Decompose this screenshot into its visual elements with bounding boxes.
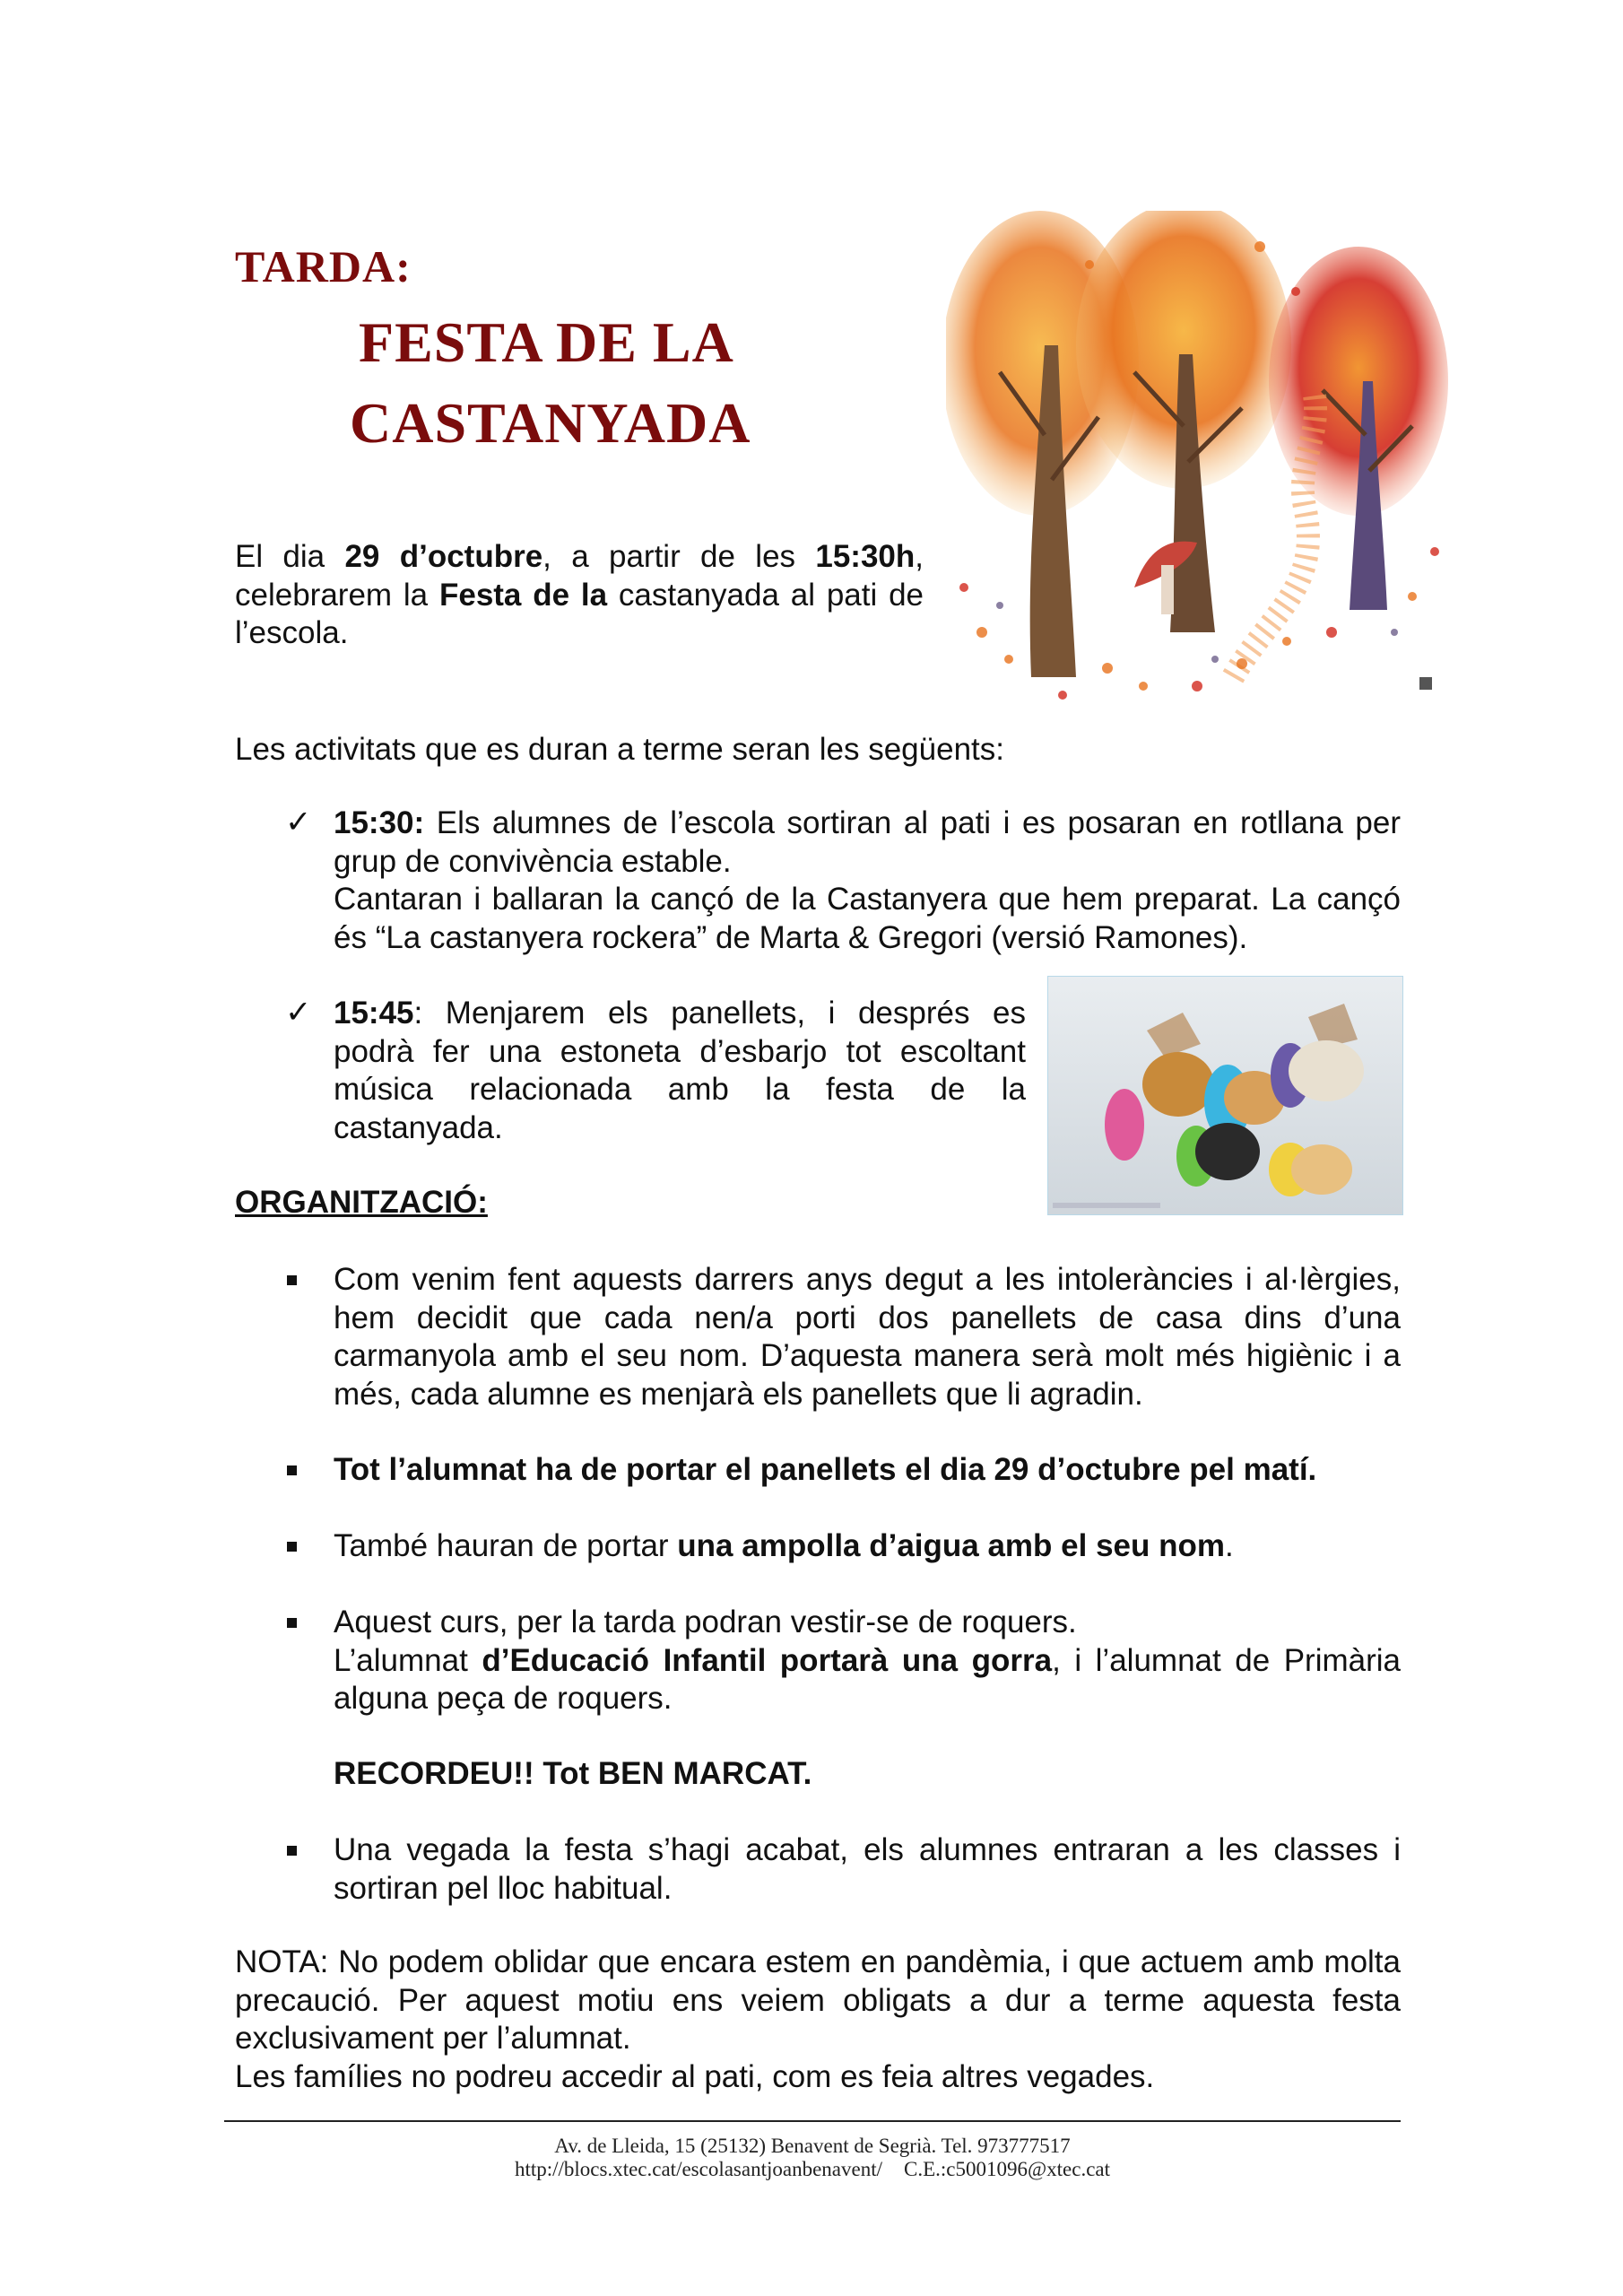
- panellets-snails-photo: [1047, 976, 1403, 1215]
- autumn-trees-illustration: [946, 211, 1448, 713]
- activities-lead: Les activitats que es duran a terme seran les següents:: [235, 732, 1004, 767]
- title-line-festa: FESTA DE LA: [359, 310, 734, 374]
- bullet-square-icon: [287, 1465, 297, 1475]
- bullet-square-icon: [287, 1618, 297, 1628]
- org-item-rockers: Aquest curs, per la tarda podran vestir-se de roquers. L’alumnat d’Educació Infantil portarà una gorra, i l’alumnat de Primària alguna peça de roquers.: [334, 1605, 1401, 1716]
- bullet-square-icon: [287, 1275, 297, 1285]
- event-time: 15:30h: [815, 539, 916, 574]
- footer-contact: [224, 2158, 1401, 2181]
- bullet-square-icon: [287, 1542, 297, 1552]
- footer-divider: [224, 2120, 1401, 2122]
- checkmark-icon: ✓: [285, 995, 312, 1031]
- org-item-end-of-party: Una vegada la festa s’hagi acabat, els alumnes entraran a les classes i sortiran pel lloc habitual.: [334, 1832, 1401, 1906]
- footer-address: Av. de Lleida, 15 (25132) Benavent de Segrià. Tel. 973777517: [554, 2135, 1071, 2157]
- activity-item-1530: 15:30: Els alumnes de l’escola sortiran al pati i es posaran en rotllana per grup de convivència estable. Cantaran i ballaran la cançó de la Castanyera que hem preparat. La cançó és “La castanyera rockera” de Marta & Gregori (versió Ramones).: [334, 805, 1401, 955]
- org-item-water-bottle: També hauran de portar una ampolla d’aigua amb el seu nom.: [334, 1528, 1234, 1563]
- intro-paragraph: El dia 29 d’octubre, a partir de les 15:30h, celebrarem la Festa de la castanyada al pati de l’escola.: [235, 539, 924, 650]
- email-contact[interactable]: C.E.:c5001096@xtec.cat: [903, 2158, 1111, 2180]
- organization-heading: ORGANITZACIÓ:: [235, 1185, 488, 1220]
- activity-item-1545: 15:45: Menjarem els panellets, i després es podrà fer una estoneta d’esbarjo tot escoltant música relacionada amb la festa de la castanyada.: [334, 996, 1026, 1145]
- note-paragraph: NOTA: No podem oblidar que encara estem en pandèmia, i que actuem amb molta precaució. Per aquest motiu ens veiem obligats a dur a terme aquesta festa exclusivament per l’alumnat. Les famílies no podreu accedir al pati, com es feia altres vegades.: [235, 1944, 1401, 2094]
- title-line-tarda: TARDA:: [235, 241, 412, 291]
- reminder-text: RECORDEU!! Tot BEN MARCAT.: [334, 1756, 812, 1791]
- org-item-bring-panellets: Tot l’alumnat ha de portar el panellets el dia 29 d’octubre pel matí.: [334, 1452, 1317, 1487]
- event-date: 29 d’octubre: [344, 539, 543, 574]
- checkmark-icon: ✓: [285, 804, 312, 840]
- org-item-intolerances: Com venim fent aquests darrers anys degut a les intoleràncies i al·lèrgies, hem decidit que cada nen/a porti dos panellets de casa dins d’una carmanyola amb el seu nom. D’aquesta manera serà molt més higiènic i a més, cada alumne es menjarà els panellets que li agradin.: [334, 1262, 1401, 1412]
- bullet-square-icon: [287, 1846, 297, 1856]
- blog-link[interactable]: http://blocs.xtec.cat/escolasantjoanbenavent/: [514, 2158, 882, 2180]
- title-line-castanyada: CASTANYADA: [350, 391, 751, 455]
